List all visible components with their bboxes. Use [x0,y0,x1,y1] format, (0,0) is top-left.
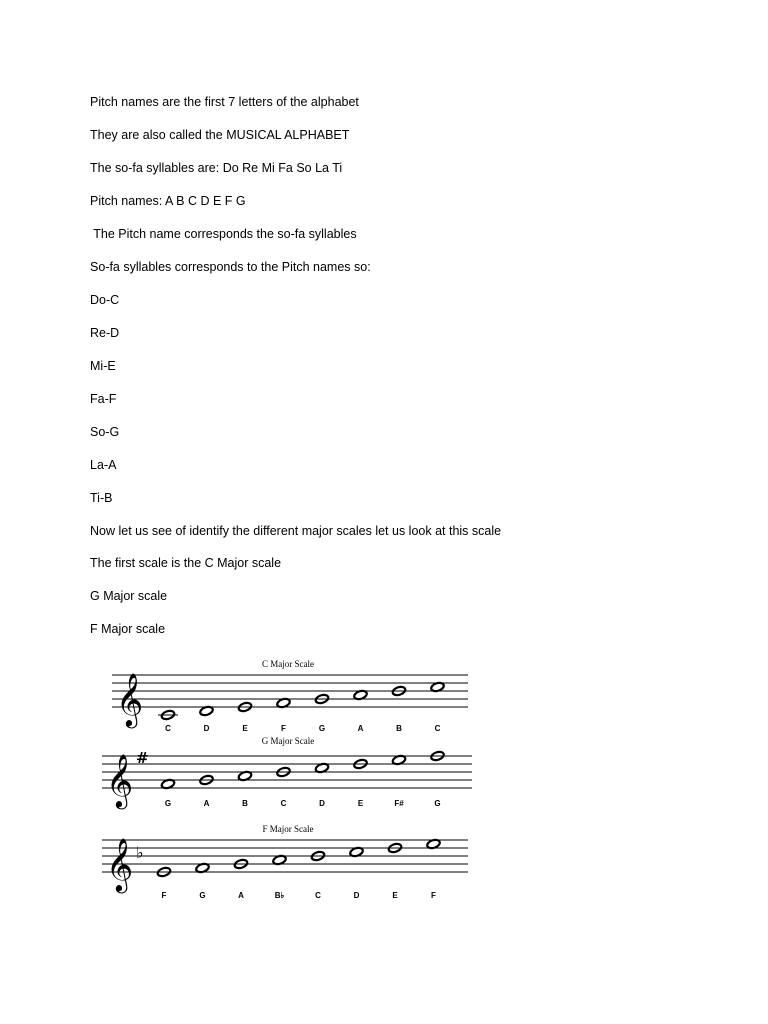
text-line: The Pitch name corresponds the so-fa syllables [90,227,357,241]
note-name-label: G [318,724,326,733]
note-name-label: B♭ [274,891,285,900]
text-line: La-A [90,458,117,472]
note-name-label: A [357,724,364,733]
note-name-label: C [434,724,441,733]
note-name-label: C [315,891,321,900]
note-name-label: D [203,724,210,733]
treble-clef-icon: 𝄞 [106,837,134,891]
text-line: F Major scale [90,622,166,636]
note-name-label: G [434,799,441,808]
note-name-label: D [319,799,325,808]
note-name-label: B [242,799,248,808]
note-name-label: E [392,891,398,900]
note-name-label: F# [394,799,404,808]
note-name-label: A [203,799,210,808]
scale-title: F Major Scale [262,824,314,834]
text-line: So-G [90,425,120,439]
text-line: Do-C [90,293,120,307]
text-line: G Major scale [90,589,168,603]
scales-svg [90,648,488,906]
text-line: The so-fa syllables are: Do Re Mi Fa So La Ti [90,161,343,175]
note-name-label: F [281,724,286,733]
text-line: They are also called the MUSICAL ALPHABET [90,128,350,142]
note-name-label: D [353,891,360,900]
note-name-label: E [242,724,248,733]
sharp-icon: # [136,749,149,767]
major-scales-figure [90,648,488,906]
note-name-label: A [238,891,244,900]
note-name-label: E [357,799,364,808]
note-name-label: C [165,724,171,733]
note-name-label: C [280,799,287,808]
note-name-label: F [161,891,167,900]
text-line: Ti-B [90,491,113,505]
flat-icon: ♭ [136,843,144,862]
text-line: Now let us see of identify the different major scales let us look at this scale [90,524,502,538]
text-line: Pitch names are the first 7 letters of the alphabet [90,95,359,109]
note-name-label: F [431,891,436,900]
treble-clef-icon: 𝄞 [116,672,144,726]
note-name-label: G [164,799,172,808]
note-name-label: B [396,724,402,733]
text-line: Fa-F [90,392,117,406]
text-line: The first scale is the C Major scale [90,556,282,570]
note-name-label: G [199,891,206,900]
text-line: Mi-E [90,359,116,373]
scale-title: G Major Scale [261,736,315,746]
text-line: Re-D [90,326,120,340]
text-line: So-fa syllables corresponds to the Pitch names so: [90,260,371,274]
scale-title: C Major Scale [262,659,314,669]
treble-clef-icon: 𝄞 [106,753,134,807]
text-line: Pitch names: A B C D E F G [90,194,246,208]
